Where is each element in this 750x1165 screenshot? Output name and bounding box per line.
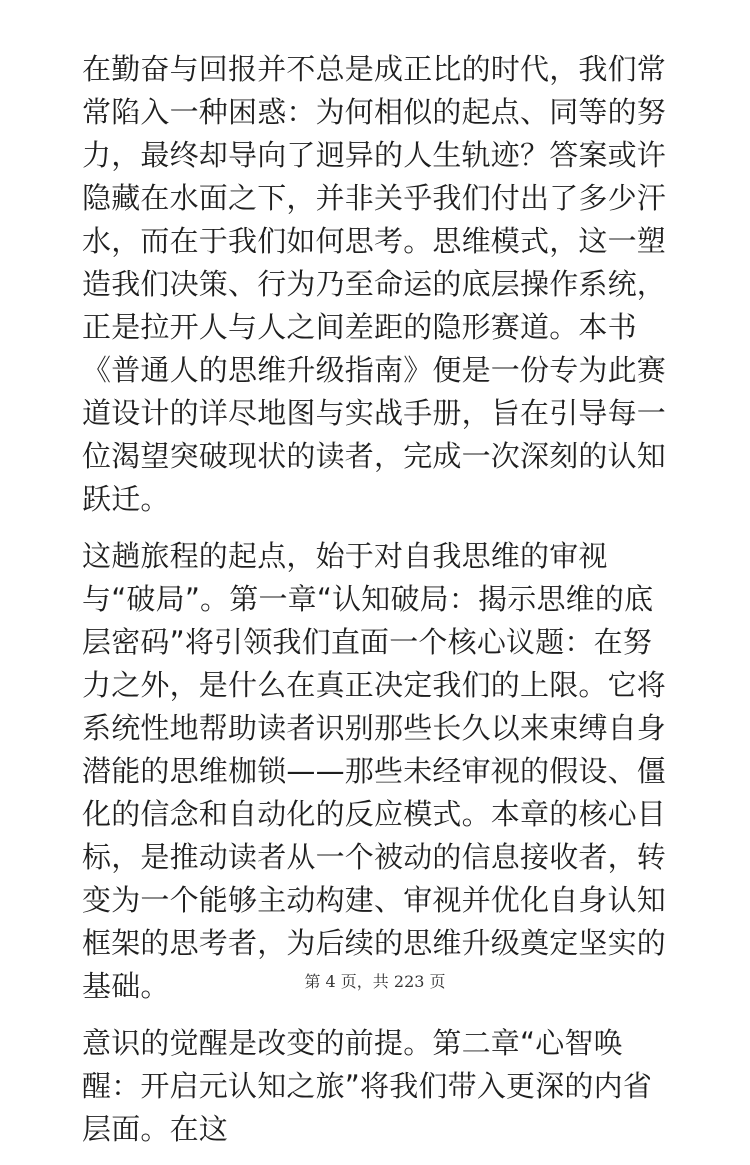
paragraph-2: 这趟旅程的起点，始于对自我思维的审视与“破局”。第一章“认知破局：揭示思维的底层密码”将引领我们直面一个核心议题：在努力之外，是什么在真正决定我们的上限。它将系统性地帮助读者识别那些长久以来束缚自身潜能的思维枷锁——那些未经审视的假设、僵化的信念和自动化的反应模式。本章的核心目标，是推动读者从一个被动的信息接收者，转变为一个能够主动构建、审视并优化自身认知框架的思考者，为后续的思维升级奠定坚实的基础。 [82, 539, 667, 1003]
paragraph-3: 意识的觉醒是改变的前提。第二章“心智唤醒：开启元认知之旅”将我们带入更深的内省层面。在这 [82, 1026, 653, 1146]
paragraph-1: 在勤奋与回报并不总是成正比的时代，我们常常陷入一种困惑：为何相似的起点、同等的努力，最终却导向了迥异的人生轨迹？答案或许隐藏在水面之下，并非关乎我们付出了多少汗水，而在于我们如何思考。思维模式，这一塑造我们决策、行为乃至命运的底层操作系统，正是拉开人与人之间差距的隐形赛道。本书《普通人的思维升级指南》便是一份专为此赛道设计的详尽地图与实战手册，旨在引导每一位渴望突破现状的读者，完成一次深刻的认知跃迁。 [82, 52, 667, 516]
page-footer: 第 4 页，共 223 页 [304, 972, 446, 991]
page-body [82, 48, 672, 1165]
